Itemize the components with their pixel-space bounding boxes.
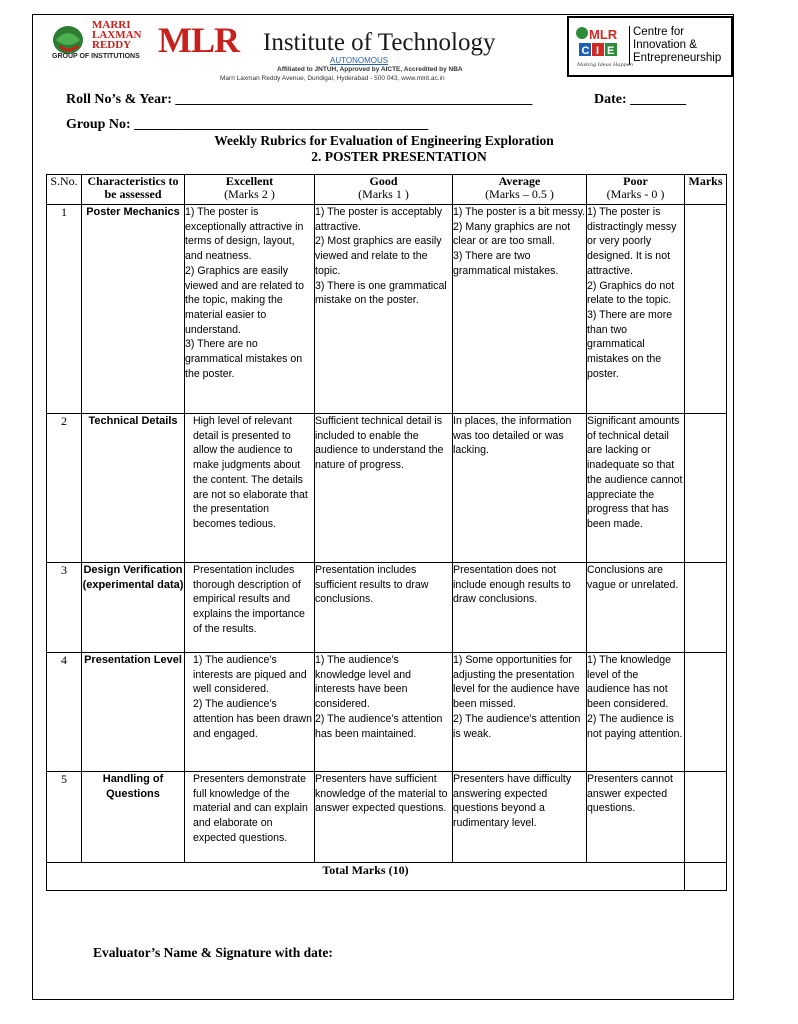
row-poor: 1) The knowledge level of the audience has not been considered. 2) The audience is not paying attention.	[587, 653, 685, 772]
header-poor: Poor (Marks - 0 )	[587, 175, 685, 205]
row-excellent: 1) The audience’s interests are piqued and well considered. 2) The audience’s attention has been drawn and engaged.	[185, 653, 315, 772]
header-good: Good (Marks 1 )	[315, 175, 453, 205]
row-good: Presenters have sufficient knowledge of the material to answer expected questions.	[315, 772, 453, 863]
row-marks-input[interactable]	[685, 563, 727, 653]
header-marks: Marks	[685, 175, 727, 205]
affiliation-text: Affiliated to JNTUH, Approved by AICTE, Accredited by NBA	[277, 66, 463, 73]
row-characteristic: Poster Mechanics	[82, 205, 185, 414]
svg-text:Making Ideas Happen: Making Ideas Happen	[577, 62, 633, 68]
row-average: Presenters have difficulty answering expected questions beyond a rudimentary level.	[453, 772, 587, 863]
row-good: 1) The poster is acceptably attractive. 2) Most graphics are easily viewed and relate to the topic. 3) There is one grammatical mistake on the poster.	[315, 205, 453, 414]
row-good: Sufficient technical detail is included to enable the audience to understand the nature of progress.	[315, 414, 453, 563]
row-sno: 1	[47, 205, 82, 414]
rubric-table	[46, 174, 727, 891]
row-poor: Conclusions are vague or unrelated.	[587, 563, 685, 653]
roll-no-field: Roll No’s & Year: ___________________________________________________	[66, 92, 533, 107]
row-sno: 4	[47, 653, 82, 772]
svg-text:C: C	[581, 45, 590, 57]
row-poor: 1) The poster is distractingly messy or very poorly designed. It is not attractive. 2) Graphics do not relate to the topic. 3) There are more than two grammatical mistakes on the poster.	[587, 205, 685, 414]
brand-mlr: MLR	[158, 20, 239, 60]
row-average: Presentation does not include enough results to draw conclusions.	[453, 563, 587, 653]
table-row	[47, 653, 727, 772]
total-row	[47, 863, 727, 891]
row-sno: 2	[47, 414, 82, 563]
row-excellent: Presenters demonstrate full knowledge of the material and can explain and elaborate on expected questions.	[185, 772, 315, 863]
cie-text: Centre for Innovation & Entrepreneurship	[629, 26, 721, 65]
group-logo-subtitle: GROUP OF INSTITUTIONS	[52, 53, 140, 60]
table-row	[47, 563, 727, 653]
row-marks-input[interactable]	[685, 653, 727, 772]
document-title: Weekly Rubrics for Evaluation of Engineering Exploration	[214, 133, 554, 148]
address-text: Marri Laxman Reddy Avenue, Dundigal, Hyderabad - 500 043, www.mlrit.ac.in	[220, 75, 445, 82]
table-row	[47, 205, 727, 414]
row-average: 1) Some opportunities for adjusting the presentation level for the audience have been missed. 2) The audience’s attention is weak.	[453, 653, 587, 772]
row-good: Presentation includes sufficient results to draw conclusions.	[315, 563, 453, 653]
row-marks-input[interactable]	[685, 205, 727, 414]
header-excellent: Excellent (Marks 2 )	[185, 175, 315, 205]
row-excellent: Presentation includes thorough description of empirical results and explains the importance of the results.	[185, 563, 315, 653]
table-row	[47, 772, 727, 863]
table-header-row	[47, 175, 727, 205]
row-sno: 5	[47, 772, 82, 863]
autonomous-label: AUTONOMOUS	[330, 56, 389, 65]
row-excellent: High level of relevant detail is presented to allow the audience to make judgments about the content. The details are not so elaborate that the presentation becomes tedious.	[185, 414, 315, 563]
header-characteristics: Characteristics to be assessed	[82, 175, 185, 205]
header-sno: S.No.	[47, 175, 82, 205]
table-row	[47, 414, 727, 563]
row-characteristic: Design Verification (experimental data)	[82, 563, 185, 653]
svg-text:MLR: MLR	[589, 27, 618, 42]
group-no-field: Group No: __________________________________________	[66, 117, 429, 132]
svg-text:E: E	[607, 45, 615, 57]
row-average: 1) The poster is a bit messy. 2) Many graphics are not clear or are too small. 3) There are two grammatical mistakes.	[453, 205, 587, 414]
cie-logo-icon	[575, 24, 633, 72]
row-characteristic: Presentation Level	[82, 653, 185, 772]
row-characteristic: Technical Details	[82, 414, 185, 563]
total-marks-label: Total Marks (10)	[47, 863, 685, 891]
row-average: In places, the information was too detailed or was lacking.	[453, 414, 587, 563]
evaluator-signature-label: Evaluator’s Name & Signature with date:	[93, 945, 333, 960]
total-marks-input[interactable]	[685, 863, 727, 891]
row-poor: Significant amounts of technical detail are lacking or inadequate so that the audience cannot appreciate the progress that has been made.	[587, 414, 685, 563]
cie-logo-box	[567, 16, 733, 77]
row-good: 1) The audience’s knowledge level and interests have been considered. 2) The audience’s attention has been maintained.	[315, 653, 453, 772]
row-marks-input[interactable]	[685, 414, 727, 563]
institute-name: Institute of Technology	[263, 29, 496, 56]
row-excellent: 1) The poster is exceptionally attractive in terms of design, layout, and neatness. 2) Graphics are easily viewed and are related to the topic, making the material easier to understand. 3) There are no grammatical mistakes on the poster.	[185, 205, 315, 414]
row-sno: 3	[47, 563, 82, 653]
svg-text:I: I	[596, 45, 600, 57]
row-poor: Presenters cannot answer expected questions.	[587, 772, 685, 863]
date-field: Date: ________	[594, 92, 687, 107]
group-logo-text: MARRI LAXMAN REDDY	[92, 19, 142, 51]
document-subtitle: 2. POSTER PRESENTATION	[311, 149, 487, 164]
header-average: Average (Marks – 0.5 )	[453, 175, 587, 205]
row-marks-input[interactable]	[685, 772, 727, 863]
row-characteristic: Handling of Questions	[82, 772, 185, 863]
